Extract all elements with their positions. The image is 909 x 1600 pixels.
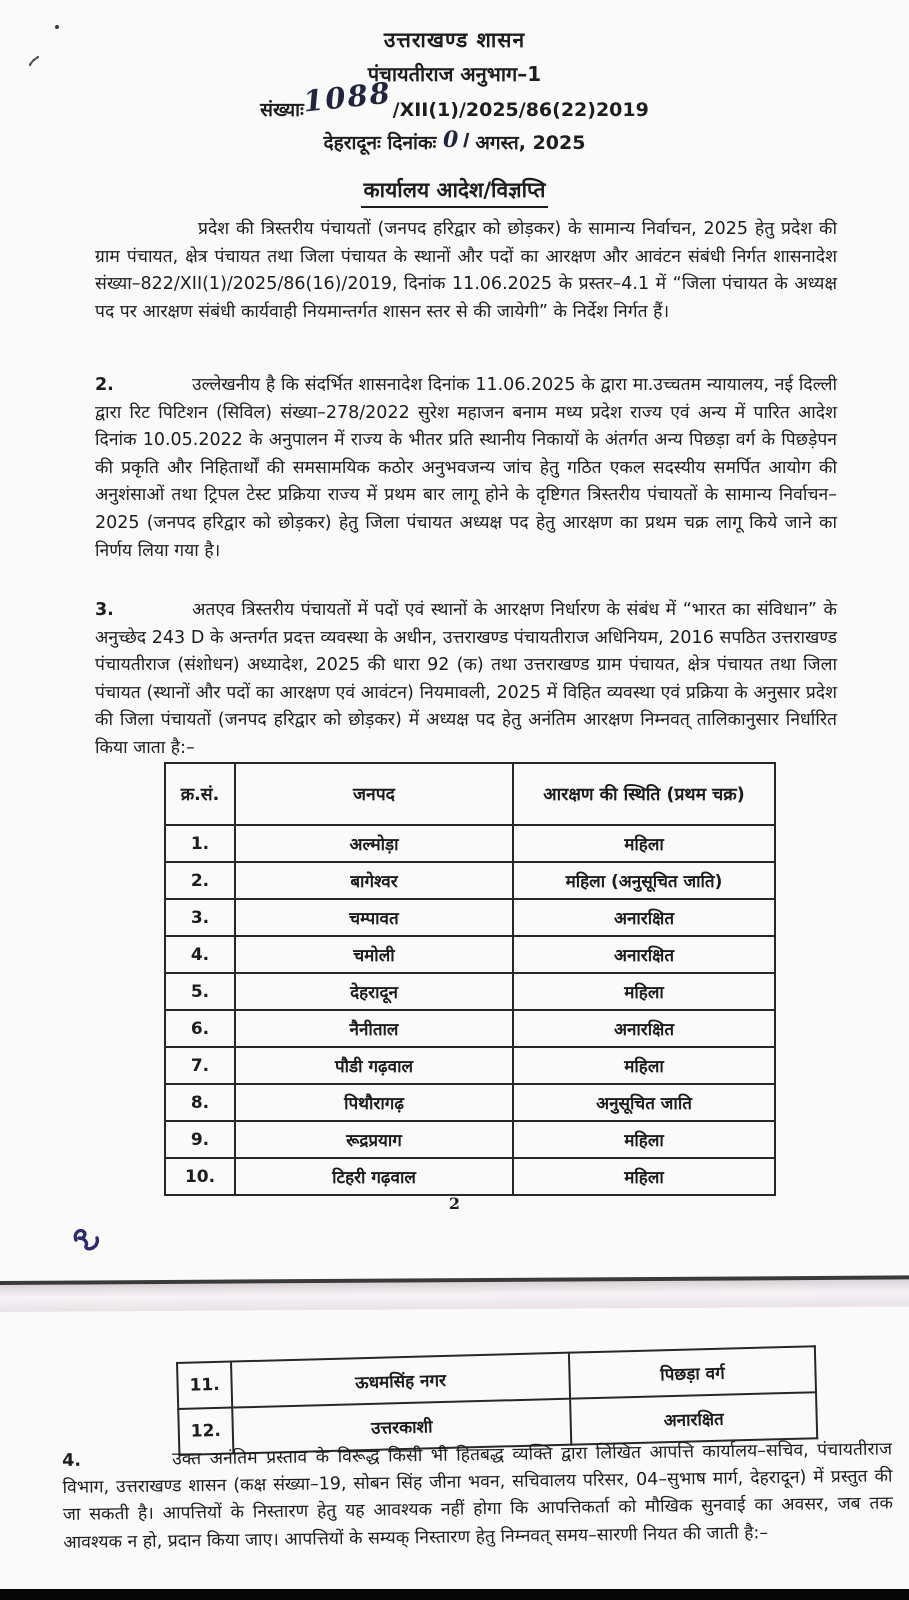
handwritten-letter-number: 1088 — [301, 75, 394, 119]
cell-status: महिला (अनुसूचित जाति) — [513, 862, 775, 899]
cell-district: पिथौरागढ़ — [235, 1084, 513, 1121]
cell-status: अनारक्षित — [513, 899, 775, 936]
cell-district: रूद्रप्रयाग — [235, 1121, 513, 1158]
cell-district: उत्तरकाशी — [232, 1399, 571, 1454]
paragraph-number: 2. — [95, 375, 114, 395]
cell-district: बागेश्वर — [235, 862, 513, 899]
date-month-year: अगस्त, 2025 — [475, 132, 586, 154]
header-serial: क्र.सं. — [165, 763, 235, 825]
header-reservation-status: आरक्षण की स्थिति (प्रथम चक्र) — [513, 763, 775, 825]
table-row — [165, 1084, 775, 1121]
cell-serial: 11. — [177, 1362, 232, 1409]
handwritten-date-day: 0। — [443, 127, 469, 153]
handwritten-scribble-icon — [70, 1224, 122, 1260]
paragraph-text: उक्त अनंतिम प्रस्ताव के विरूद्ध किसी भी हितबद्ध व्यक्ति द्वारा लिखित आपत्ति कार्यालय–सचिव, पंचायतीराज विभाग, उत्तराखण्ड शासन (कक्ष संख्या–19, सोबन सिंह जीना भवन, सचिवालय परिसर, 04–सुभाष मार्ग, देहरादून) में प्रस्तुत की जा सकती है। आपत्तियों के निस्तारण हेतु यह आवश्यक नहीं होगा कि आपत्तिकर्ता को मौखिक सुनवाई का अवसर, जब तक आवश्यक न हो, प्रदान किया जाए। आपत्तियों के सम्यक् निस्तारण हेतु निम्नवत् समय–सारणी नियत की जाती है:– — [62, 1439, 893, 1553]
cell-district: ऊधमसिंह नगर — [231, 1353, 570, 1408]
cell-status: महिला — [513, 973, 775, 1010]
scan-bottom-bar — [0, 1589, 909, 1600]
table-row — [165, 862, 775, 899]
cell-status: अनारक्षित — [513, 936, 775, 973]
table-row — [165, 899, 775, 936]
letter-number-rest: /XII(1)/2025/86(22)2019 — [392, 99, 649, 121]
table-row — [165, 1158, 775, 1195]
cell-status: अनारक्षित — [570, 1392, 817, 1444]
table-row — [165, 1121, 775, 1158]
letter-number-label: संख्याः — [260, 99, 304, 121]
cell-district: चम्पावत — [235, 899, 513, 936]
page-number: 2 — [448, 1194, 461, 1213]
cell-serial: 8. — [165, 1084, 235, 1121]
paragraph-text: अतएव त्रिस्तरीय पंचायतों में पदों एवं स्थानों के आरक्षण निर्धारण के संबंध में “भारत का संविधान” के अनुच्छेद 243 D के अन्तर्गत प्रदत्त व्यवस्था के अधीन, उत्तराखण्ड पंचायतीराज अधिनियम, 2016 सपठित उत्तराखण्ड पंचायतीराज (संशोधन) अध्यादेश, 2025 की धारा 92 (क) तथा उत्तराखण्ड ग्राम पंचायत, क्षेत्र पंचायत तथा जिला पंचायत (स्थानों और पदों का आरक्षण एवं आवंटन) नियमावली, 2025 में विहित व्यवस्था एवं प्रक्रिया के अनुसार प्रदेश की जिला पंचायतों (जनपद हरिद्वार को छोड़कर) में अध्यक्ष पद हेतु अनंतिम आरक्षण निम्नवत् तालिकानुसार निर्धारित किया जाता है:– — [95, 600, 837, 758]
paragraph-4 — [62, 1436, 893, 1556]
cell-serial: 10. — [165, 1158, 235, 1195]
cell-serial: 9. — [165, 1121, 235, 1158]
cell-serial: 7. — [165, 1047, 235, 1084]
place-date-line — [0, 126, 909, 156]
table-row — [165, 1010, 775, 1047]
paragraph-3 — [95, 597, 837, 763]
cell-district: नैनीताल — [235, 1010, 513, 1047]
department-name: पंचायतीराज अनुभाग–1 — [367, 62, 542, 86]
cell-status: महिला — [513, 825, 775, 862]
cell-serial: 12. — [178, 1408, 233, 1455]
cell-district: चमोली — [235, 936, 513, 973]
cell-status: महिला — [513, 1047, 775, 1084]
cell-status: पिछड़ा वर्ग — [569, 1346, 816, 1398]
cell-status: महिला — [513, 1121, 775, 1158]
table-header-row — [165, 763, 775, 825]
paragraph-number: 3. — [95, 600, 114, 620]
paragraph-text: उल्लेखनीय है कि संदर्भित शासनादेश दिनांक 11.06.2025 के द्वारा मा.उच्चतम न्यायालय, नई दिल्ली द्वारा रिट पिटिशन (सिविल) संख्या–278/2022 सुरेश महाजन बनाम मध्य प्रदेश राज्य एवं अन्य में पारित आदेश दिनांक 10.05.2022 के अनुपालन में राज्य के भीतर प्रति स्थानीय निकायों के अंतर्गत अन्य पिछड़ा वर्ग के पिछड़ेपन की प्रकृति और निहितार्थों की समसामयिक कठोर अनुभवजन्य जांच हेतु गठित एकल सदस्यीय समर्पित आयोग की अनुशंसाओं तथा ट्रिपल टेस्ट प्रक्रिया राज्य में प्रथम बार लागू होने के दृष्टिगत त्रिस्तरीय पंचायतों के सामान्य निर्वाचन–2025 (जनपद हरिद्वार को छोड़कर) हेतु जिला पंचायत अध्यक्ष पद हेतु आरक्षण का प्रथम चक्र लागू किये जाने का निर्णय लिया गया है। — [95, 375, 838, 561]
table-row — [165, 973, 775, 1010]
cell-serial: 2. — [165, 862, 235, 899]
place-date-label: देहरादूनः दिनांकः — [323, 132, 437, 154]
document-header — [0, 26, 909, 156]
cell-district: पौडी गढ़वाल — [235, 1047, 513, 1084]
paragraph-2 — [95, 372, 837, 565]
page-title: कार्यालय आदेश/विज्ञप्ति — [361, 178, 549, 208]
letter-number-line — [0, 75, 909, 123]
paragraph-1: प्रदेश की त्रिस्तरीय पंचायतों (जनपद हरिद्वार को छोड़कर) के सामान्य निर्वाचन, 2025 हेतु प्रदेश की ग्राम पंचायत, क्षेत्र पंचायत तथा जिला पंचायत के स्थानों और पदों का आरक्षण और आवंटन संबंधी निर्गत शासनादेश संख्या–822/XII(1)/2025/86(16)/2019, दिनांक 11.06.2025 के प्रस्तर–4.1 में “जिला पंचायत के अध्यक्ष पद पर आरक्षण संबंधी कार्यवाही नियमान्तर्गत शासन स्तर से की जायेगी” के निर्देश निर्गत हैं। — [95, 219, 837, 322]
cell-serial: 5. — [165, 973, 235, 1010]
paragraph-number: 4. — [62, 1450, 82, 1471]
cell-status: महिला — [513, 1158, 775, 1195]
cell-district: देहरादून — [235, 973, 513, 1010]
cell-status: अनारक्षित — [513, 1010, 775, 1047]
cell-serial: 4. — [165, 936, 235, 973]
cell-district: अल्मोड़ा — [235, 825, 513, 862]
reservation-table-page2 — [164, 762, 776, 1196]
cell-serial: 1. — [165, 825, 235, 862]
page-separator-band — [0, 1275, 909, 1312]
header-district: जनपद — [235, 763, 513, 825]
cell-serial: 3. — [165, 899, 235, 936]
table-row — [165, 825, 775, 862]
title-row — [0, 176, 909, 204]
table-row — [165, 1047, 775, 1084]
table-row — [165, 936, 775, 973]
government-name: उत्तराखण्ड शासन — [383, 28, 526, 52]
cell-serial: 6. — [165, 1010, 235, 1047]
cell-status: अनुसूचित जाति — [513, 1084, 775, 1121]
cell-district: टिहरी गढ़वाल — [235, 1158, 513, 1195]
